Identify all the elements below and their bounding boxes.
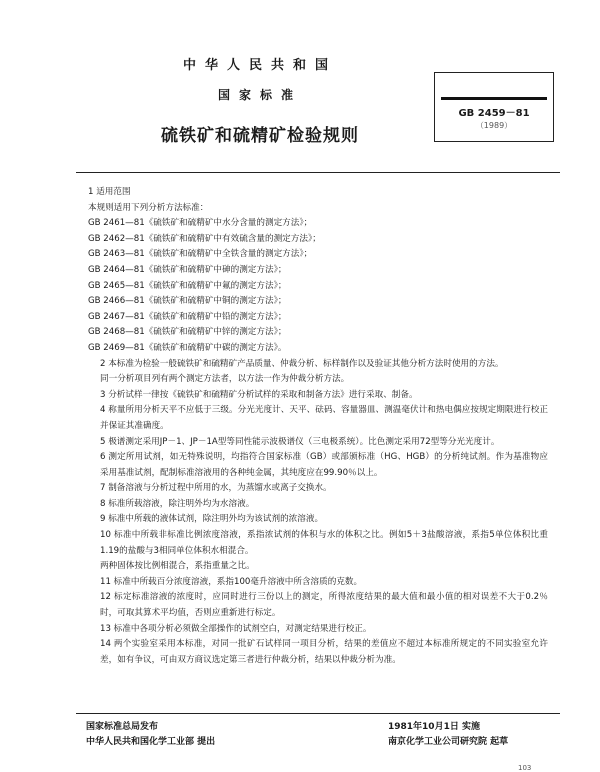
effective-date: 1981年10月1日 实施 xyxy=(388,722,480,732)
drafter: 南京化学工业公司研究院 起草 xyxy=(388,737,509,747)
standard-list-item: GB 2462—81《硫铁矿和硫精矿中有效硫含量的测定方法》； xyxy=(88,233,321,244)
clause-8: 8 标准所载溶液，除注明外均为水溶液。 xyxy=(100,498,255,509)
clause-14: 14 两个实验室采用本标准，对同一批矿石试样同一项目分析，结果的差值应不超过本标准所规定的不同实验室允许差，如有争议，可由双方商议选定第三者进行仲裁分析，结果以仲裁分析为准。 xyxy=(100,639,548,665)
clause-2-note: 同一分析项目列有两个测定方法者，以方法一作为仲裁分析方法。 xyxy=(100,374,350,385)
section-intro: 本规则适用下列分析方法标准： xyxy=(88,202,209,213)
clause-2: 2 本标准为检验一般硫铁矿和硫精矿产品质量、仲裁分析、标样制作以及验证其他分析方法时使用的方法。 xyxy=(100,358,504,369)
footer-left xyxy=(86,720,215,750)
clause-11: 11 标准中所载百分浓度溶液，系指100毫升溶液中所含溶质的克数。 xyxy=(100,576,363,587)
standard-list-item: GB 2465—81《硫铁矿和硫精矿中氟的测定方法》； xyxy=(88,280,287,291)
clause-10-note: 两种固体按比例相混合，系指重量之比。 xyxy=(100,561,255,572)
standard-list-item: GB 2461—81《硫铁矿和硫精矿中水分含量的测定方法》； xyxy=(88,218,313,229)
clause-7: 7 制备溶液与分析过程中所用的水，为蒸馏水或离子交换水。 xyxy=(100,483,332,494)
clause-5: 5 极谱测定采用JP－1、JP－1A型等同性能示波极谱仪（三电极系统）。比色测定采用72型等分光光度计。 xyxy=(100,436,500,447)
standard-list-item: GB 2469—81《硫铁矿和硫精矿中碳的测定方法》。 xyxy=(88,342,287,353)
standard-list-item: GB 2467—81《硫铁矿和硫精矿中铅的测定方法》； xyxy=(88,311,287,322)
clause-13: 13 标准中各项分析必须做全部操作的试剂空白，对测定结果进行校正。 xyxy=(100,623,372,634)
document-body xyxy=(86,185,548,668)
clause-6: 6 测定所用试剂，如无特殊说明，均指符合国家标准（GB）或部颁标准（HG、HGB）的分析纯试剂。作为基准物应采用基准试剂，配制标准溶液用的各种纯金属，其纯度应在99.90％以上。 xyxy=(100,452,548,478)
standard-code: GB 2459－81 xyxy=(458,108,530,119)
box-rule xyxy=(441,97,547,100)
standard-list-item: GB 2466—81《硫铁矿和硫精矿中铜的测定方法》； xyxy=(88,296,287,307)
page-title: 硫铁矿和硫精矿检验规则 xyxy=(161,126,359,146)
standard-type-heading: 国家标准 xyxy=(217,88,302,102)
bottom-divider xyxy=(76,713,560,714)
standard-year: （1989） xyxy=(475,121,513,130)
footer-right xyxy=(388,720,508,750)
proposer: 中华人民共和国化学工业部 提出 xyxy=(86,737,216,747)
top-divider xyxy=(76,172,560,173)
country-heading: 中华人民共和国 xyxy=(182,58,337,73)
clause-9: 9 标准中所载的液体试剂，除注明外均为该试剂的浓溶液。 xyxy=(100,514,324,525)
section-heading: 1 适用范围 xyxy=(88,187,131,197)
clause-3: 3 分析试样一律按《硫铁矿和硫精矿分析试样的采取和制备方法》进行采取、制备。 xyxy=(100,389,418,400)
page-number: 103 xyxy=(518,764,532,772)
standard-number-box xyxy=(434,72,554,142)
standard-list-item: GB 2464—81《硫铁矿和硫精矿中砷的测定方法》； xyxy=(88,264,287,275)
clause-10: 10 标准中所载非标准比例浓度溶液，系指浓试剂的体积与水的体积之比。例如5＋3盐酸溶液，系指5单位体积比重1.19的盐酸与3相同单位体积水相混合。 xyxy=(100,530,548,556)
clause-12: 12 标定标准溶液的浓度时，应同时进行三份以上的测定，所得浓度结果的最大值和最小值的相对误差不大于0.2％时，可取其算术平均值，否则应重新进行标定。 xyxy=(100,592,548,619)
issuer: 国家标准总局发布 xyxy=(86,722,159,732)
clause-4: 4 称量所用分析天平不应低于三级。分光光度计、天平、砝码、容量器皿、测温毫伏计和热电偶应按规定期限进行校正并保证其准确度。 xyxy=(100,405,548,431)
standard-list-item: GB 2463—81《硫铁矿和硫精矿中全铁含量的测定方法》； xyxy=(88,249,313,260)
standard-list-item: GB 2468—81《硫铁矿和硫精矿中锌的测定方法》； xyxy=(88,327,287,338)
